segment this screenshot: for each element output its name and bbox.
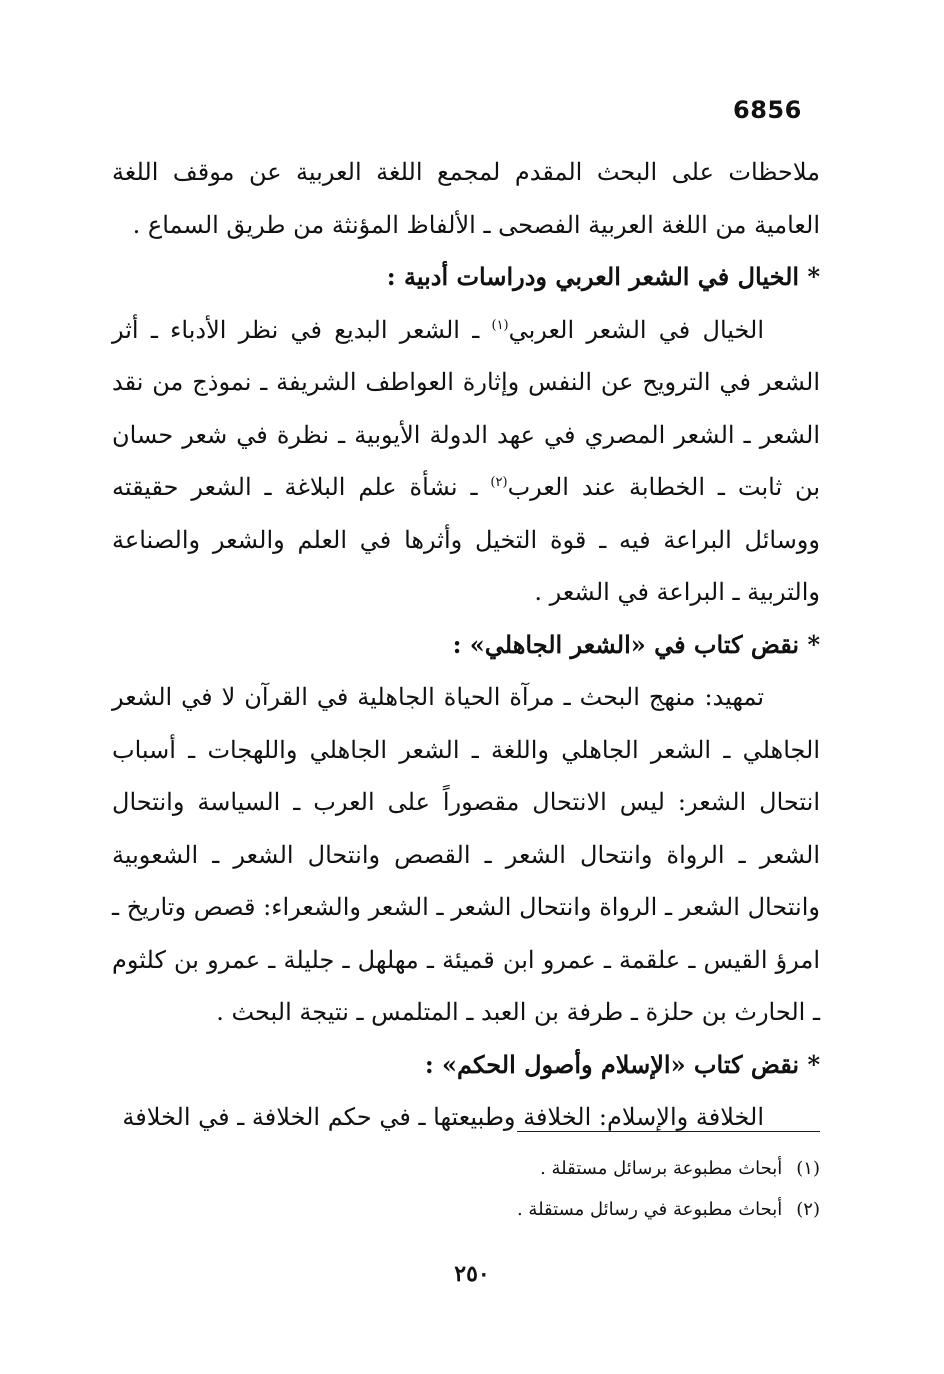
page-id: 6856: [733, 96, 802, 124]
footnote-divider: [517, 1131, 820, 1132]
footnote-text: أبحاث مطبوعة برسائل مستقلة .: [540, 1158, 783, 1179]
footnote-number: (٢): [796, 1199, 820, 1220]
section-paragraph-imagination: [112, 304, 820, 619]
section-paragraph-islam: الخلافة والإسلام: الخلافة وطبيعتها ـ في حكم الخلافة ـ في الخلافة: [122, 1103, 764, 1131]
footnote-2: [300, 1189, 820, 1230]
section-heading-islam: [112, 1039, 820, 1092]
bullet-star-icon: *: [807, 262, 820, 291]
section-heading-text: نقض كتاب في «الشعر الجاهلي» :: [452, 629, 800, 659]
footnote-1: [300, 1148, 820, 1189]
intro-paragraph: ملاحظات على البحث المقدم لمجمع اللغة العربية عن موقف اللغة العامية من اللغة العربية الفصحى ـ الألفاظ المؤنثة من طريق السماع .: [112, 158, 820, 239]
footnote-number: (١): [796, 1158, 820, 1179]
paragraph-text: الخيال في الشعر العربي: [508, 315, 764, 344]
footnote-text: أبحاث مطبوعة في رسائل مستقلة .: [516, 1199, 783, 1220]
footnote-ref-1: (١): [491, 317, 509, 333]
section-heading-text: الخيال في الشعر العربي ودراسات أدبية :: [386, 262, 800, 291]
section-paragraph-jahili: تمهيد: منهج البحث ـ مرآة الحياة الجاهلية في القرآن لا في الشعر الجاهلي ـ الشعر الجاهلي واللغة ـ الشعر الجاهلي واللهجات ـ أسباب انتحال الشعر: ليس الانتحال مقصوراً على العرب ـ السياسة وانتحال الشعر ـ الرواة وانتحال الشعر ـ القصص وانتحال الشعر ـ الشعوبية وانتحال الشعر ـ الرواة وانتحال الشعر ـ الشعر والشعراء: قصص وتاريخ ـ امرؤ القيس ـ علقمة ـ عمرو ابن قميئة ـ مهلهل ـ جليلة ـ عمرو بن كلثوم ـ الحارث بن حلزة ـ طرفة بن العبد ـ المتلمس ـ نتيجة البحث .: [112, 683, 820, 1026]
section-heading-text: نقض كتاب «الإسلام وأصول الحكم» :: [424, 1049, 800, 1079]
footnote-ref-2: (٢): [490, 475, 508, 490]
bullet-star-icon: *: [807, 1049, 820, 1079]
bullet-star-icon: *: [807, 629, 820, 659]
section-heading-imagination: [112, 251, 820, 304]
main-text: [112, 146, 820, 1144]
footnotes: [300, 1148, 820, 1230]
page-number: ٢٥٠: [454, 1261, 490, 1287]
paragraph-text: ـ الشعر البديع في نظر الأدباء ـ أثر الشعر في الترويح عن النفس وإثارة العواطف الشريفة ـ نموذج من نقد الشعر ـ الشعر المصري في عهد الدولة الأيوبية ـ نظرة في شعر حسان بن ثابت ـ الخطابة عند العرب: [112, 315, 820, 501]
paragraph-text: ـ نشأة علم البلاغة ـ الشعر حقيقته ووسائل البراعة فيه ـ قوة التخيل وأثرها في العلم والشعر والصناعة والتربية ـ البراعة في الشعر .: [112, 473, 820, 606]
section-heading-jahili: [112, 619, 820, 672]
